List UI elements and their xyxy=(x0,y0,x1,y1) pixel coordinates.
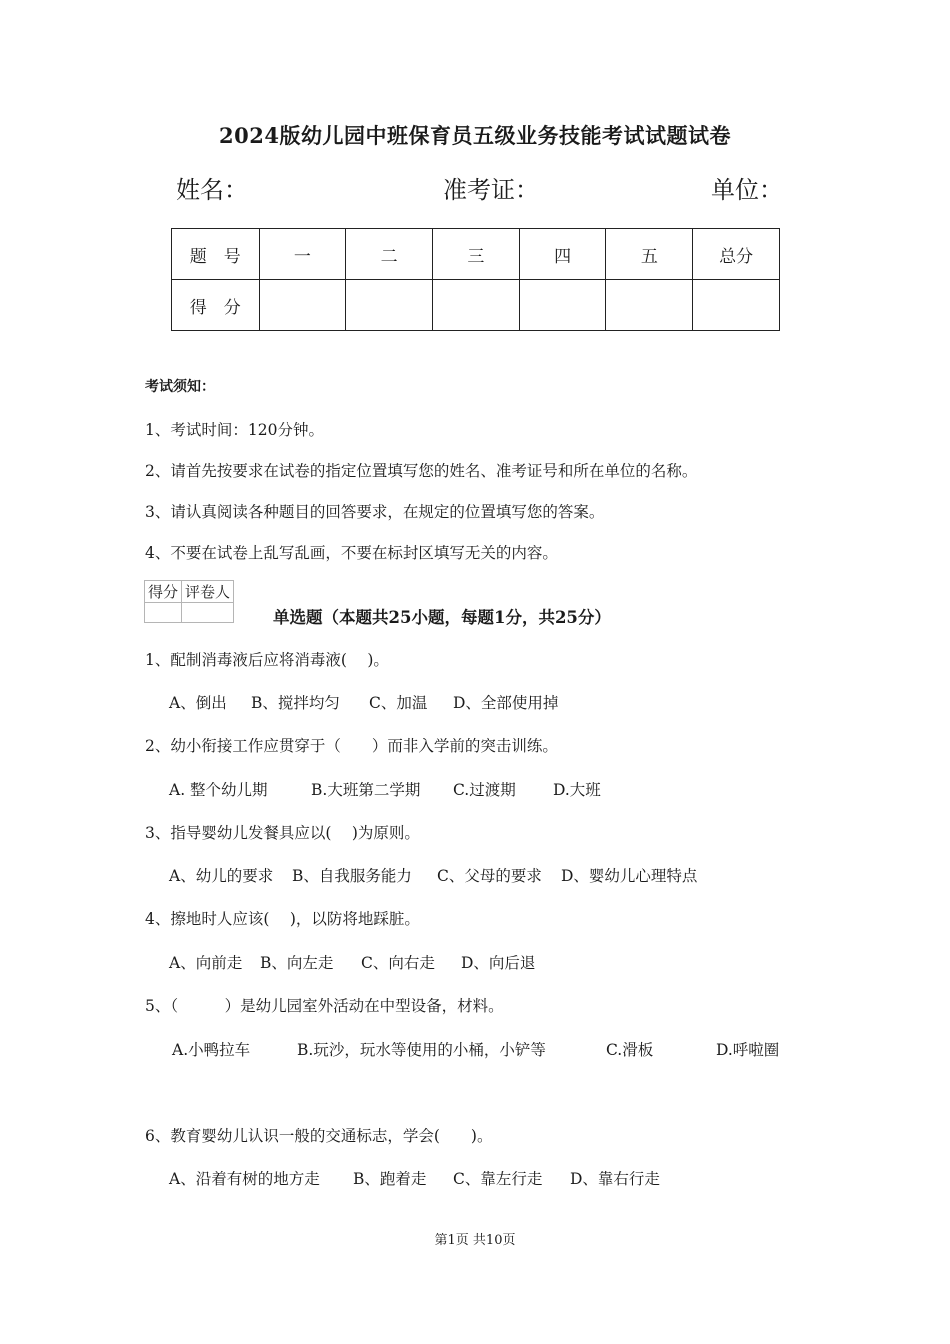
score-table-header-row xyxy=(172,229,780,280)
question-option: D.呼啦圈 xyxy=(716,1041,780,1059)
question-option: A、沿着有树的地方走 xyxy=(169,1170,320,1188)
question-stem: 2、幼小衔接工作应贯穿于（ ）而非入学前的突击训练。 xyxy=(145,737,558,755)
score-table-header-cell: 一 xyxy=(259,229,346,280)
question-option: D、婴幼儿心理特点 xyxy=(561,867,698,885)
score-table xyxy=(171,228,780,331)
notice-item: 1、考试时间：120分钟。 xyxy=(145,421,324,439)
grader-name-cell[interactable] xyxy=(182,603,234,623)
question-stem: 1、配制消毒液后应将消毒液( )。 xyxy=(145,651,389,669)
score-table-header-cell: 四 xyxy=(519,229,606,280)
page-title: 2024版幼儿园中班保育员五级业务技能考试试题试卷 xyxy=(219,123,731,148)
question-option: C、父母的要求 xyxy=(437,867,542,885)
question-option: B、跑着走 xyxy=(353,1170,427,1188)
question-option: D、向后退 xyxy=(461,954,536,972)
question-option: C.过渡期 xyxy=(453,781,516,799)
question-stem: 6、教育婴幼儿认识一般的交通标志，学会( )。 xyxy=(145,1127,493,1145)
question-option: A、倒出 xyxy=(169,694,227,712)
score-row-label: 得 分 xyxy=(172,280,260,331)
exam-id-field-label: 准考证： xyxy=(443,176,539,204)
score-table-header-cell: 题 号 xyxy=(172,229,260,280)
question-option: C、向右走 xyxy=(361,954,435,972)
question-option: C、加温 xyxy=(369,694,428,712)
score-table-header-cell: 五 xyxy=(606,229,693,280)
notice-item: 4、不要在试卷上乱写乱画，不要在标封区填写无关的内容。 xyxy=(145,544,558,562)
grader-box xyxy=(144,580,234,623)
question-option: D.大班 xyxy=(553,781,601,799)
score-cell[interactable] xyxy=(433,280,520,331)
question-option: A、幼儿的要求 xyxy=(169,867,274,885)
grader-score-label: 得分 xyxy=(145,581,182,603)
unit-field-label: 单位： xyxy=(711,176,783,204)
score-table-score-row xyxy=(172,280,780,331)
score-cell[interactable] xyxy=(606,280,693,331)
question-option: B.玩沙，玩水等使用的小桶，小铲等 xyxy=(297,1041,546,1059)
section-title: 单选题（本题共25小题，每题1分，共25分） xyxy=(273,608,611,627)
question-option: A. 整个幼儿期 xyxy=(169,781,268,799)
name-field-label: 姓名： xyxy=(176,176,248,204)
score-cell[interactable] xyxy=(519,280,606,331)
question-stem: 3、指导婴幼儿发餐具应以( )为原则。 xyxy=(145,824,420,842)
question-option: B、向左走 xyxy=(260,954,334,972)
question-option: B、搅拌均匀 xyxy=(251,694,340,712)
question-option: A.小鸭拉车 xyxy=(172,1041,251,1059)
grader-score-cell[interactable] xyxy=(145,603,182,623)
question-option: A、向前走 xyxy=(169,954,243,972)
score-table-header-cell: 二 xyxy=(346,229,433,280)
question-option: B、自我服务能力 xyxy=(292,867,412,885)
score-cell[interactable] xyxy=(693,280,780,331)
page-footer: 第1页 共10页 xyxy=(434,1233,516,1248)
question-option: C.滑板 xyxy=(606,1041,654,1059)
question-stem: 4、擦地时人应该( )，以防将地踩脏。 xyxy=(145,910,420,928)
question-option: D、全部使用掉 xyxy=(453,694,559,712)
score-cell[interactable] xyxy=(259,280,346,331)
notice-heading: 考试须知： xyxy=(145,379,215,395)
notice-item: 3、请认真阅读各种题目的回答要求，在规定的位置填写您的答案。 xyxy=(145,503,605,521)
score-table-header-cell: 总分 xyxy=(693,229,780,280)
question-option: C、靠左行走 xyxy=(453,1170,543,1188)
question-option: D、靠右行走 xyxy=(570,1170,660,1188)
notice-item: 2、请首先按要求在试卷的指定位置填写您的姓名、准考证号和所在单位的名称。 xyxy=(145,462,698,480)
question-option: B.大班第二学期 xyxy=(311,781,421,799)
score-table-header-cell: 三 xyxy=(433,229,520,280)
question-stem: 5、（ ）是幼儿园室外活动在中型设备，材料。 xyxy=(145,997,504,1015)
grader-name-label: 评卷人 xyxy=(182,581,234,603)
score-cell[interactable] xyxy=(346,280,433,331)
